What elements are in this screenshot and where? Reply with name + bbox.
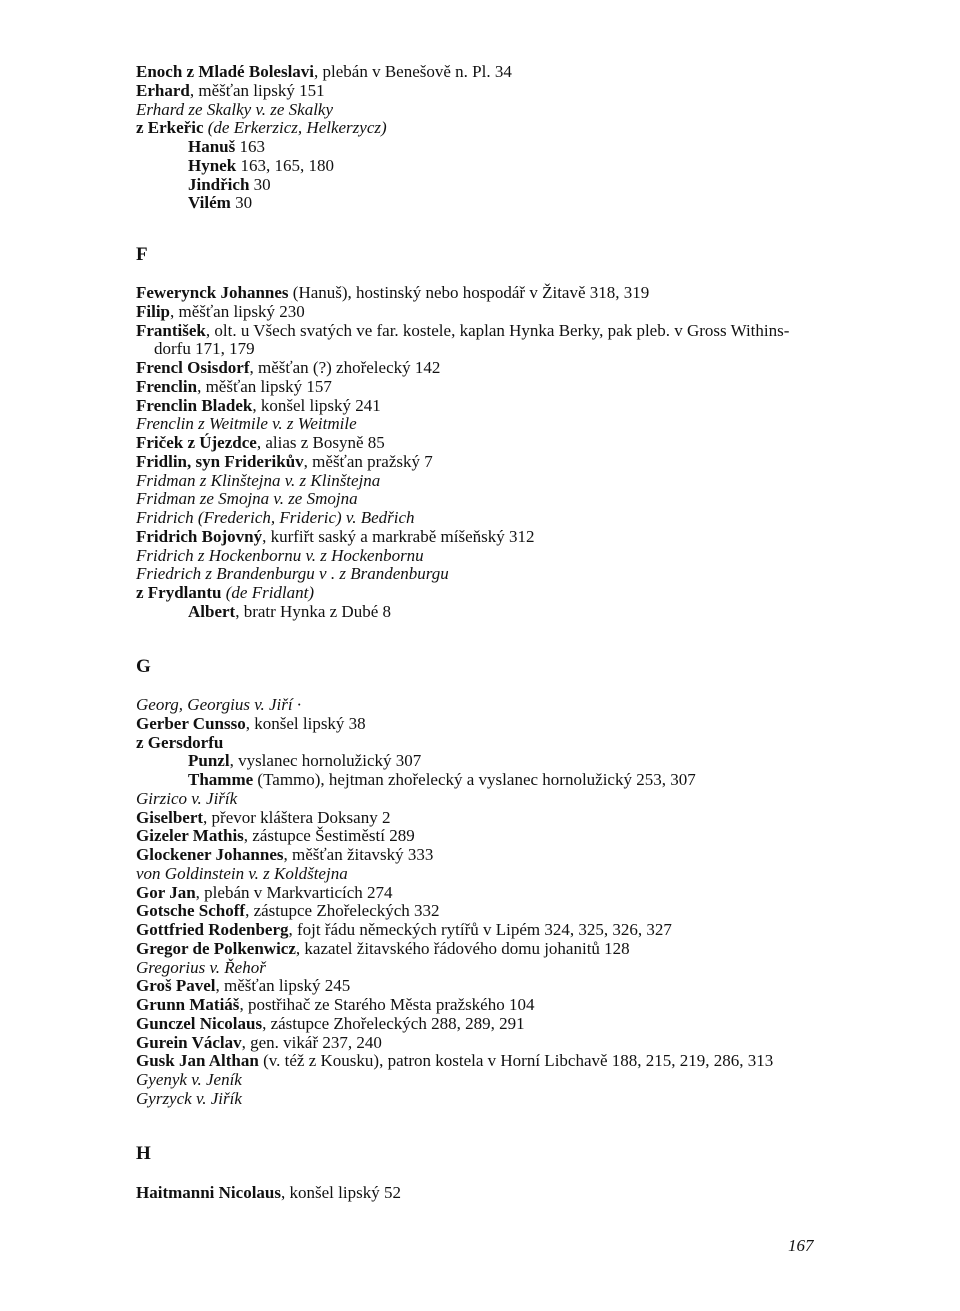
index-entry (154, 339, 255, 358)
index-entry (136, 564, 449, 583)
entry-headword: Fewerynck Johannes (136, 283, 289, 302)
entry-headword: Haitmanni Nicolaus (136, 1183, 281, 1202)
entry-headword: Enoch z Mladé Boleslavi (136, 62, 315, 81)
entry-description: 163, 165, 180 (236, 155, 334, 175)
index-entry (136, 995, 534, 1014)
entry-headword: František (136, 320, 206, 340)
entry-description: , gen. vikář 237, 240 (241, 1032, 382, 1052)
entry-headword: Friček z Újezdce (136, 433, 257, 452)
entry-description: 30 (230, 193, 253, 213)
entry-description: 30 (249, 174, 271, 194)
index-entry (136, 695, 301, 714)
entry-reference: Fridrich (Frederich, Frideric) v. Bedřich (136, 508, 415, 527)
entry-headword: z Gersdorfu (136, 732, 224, 752)
entry-description: , konšel lipský 52 (281, 1183, 401, 1202)
index-entry (188, 751, 421, 770)
index-entry (136, 377, 332, 396)
entry-reference: Gregorius v. Řehoř (136, 957, 266, 977)
index-entry (136, 1070, 242, 1089)
index-entry (136, 901, 440, 920)
entry-headword: Glockener Johannes (136, 845, 284, 864)
section-heading-h: H (136, 1143, 151, 1164)
entry-headword: Hanuš (188, 137, 236, 156)
entry-description: , zástupce Šestiměstí 289 (243, 826, 415, 846)
entry-headword: z Frydlantu (136, 583, 222, 602)
index-entry (136, 826, 415, 845)
index-entry (136, 920, 672, 939)
section-heading-g: G (136, 656, 151, 677)
index-entry (188, 137, 265, 156)
entry-reference: Fridman ze Smojna v. ze Smojna (136, 489, 358, 509)
section-heading-f: F (136, 244, 148, 265)
entry-headword: z Erkeřic (136, 118, 204, 138)
entry-headword: Thamme (188, 770, 254, 789)
entry-description: , fojt řádu německých rytířů v Lipém 324, 325, 326, 327 (288, 920, 672, 939)
index-entry (136, 733, 223, 752)
index-entry (136, 508, 415, 527)
index-entry (136, 471, 380, 490)
entry-description: , měšťan žitavský 333 (283, 845, 434, 864)
entry-description: , postřihač ze Starého Města pražského 104 (239, 995, 535, 1014)
index-entry (136, 864, 348, 883)
entry-headword: Hynek (188, 155, 237, 175)
index-entry (136, 1014, 525, 1033)
index-entry (136, 1033, 382, 1052)
index-entry (136, 1051, 773, 1070)
entry-headword: Gerber Cunsso (136, 713, 246, 733)
index-entry (136, 958, 266, 977)
entry-headword: Frenclin (136, 376, 198, 396)
entry-headword: Gizeler Mathis (136, 826, 244, 846)
index-entry (136, 808, 390, 827)
index-entry (188, 156, 334, 175)
entry-headword: Vilém (188, 193, 231, 213)
index-entry (136, 433, 385, 452)
index-entry (136, 396, 381, 415)
entry-headword: Fridlin, syn Friderikův (136, 451, 304, 471)
entry-reference: Georg, Georgius v. Jiří · (136, 695, 302, 714)
entry-reference: Girzico v. Jiřík (136, 788, 238, 808)
page-number: 167 (788, 1236, 814, 1255)
entry-description: , konšel lipský 241 (252, 395, 381, 415)
entry-headword: Groš Pavel (136, 976, 216, 996)
index-entry (136, 81, 325, 100)
index-entry (136, 100, 333, 119)
index-entry (188, 193, 252, 212)
entry-headword: Frenclin Bladek (136, 395, 253, 415)
index-entry (136, 789, 237, 808)
entry-headword: Punzl (188, 751, 230, 771)
index-entry (136, 283, 649, 302)
index-entry (188, 175, 271, 194)
entry-description: , plebán v Markvarticích 274 (195, 882, 393, 902)
entry-headword: Gusk Jan Althan (136, 1051, 259, 1071)
entry-description: , měšťan pražský 7 (303, 451, 433, 471)
entry-reference: Gyrzyck v. Jiřík (136, 1088, 242, 1108)
entry-description: , měšťan lipský 151 (189, 80, 325, 100)
index-entry (188, 602, 391, 621)
index-entry (136, 452, 433, 471)
entry-headword: Gurein Václav (136, 1032, 242, 1052)
entry-headword: Gottfried Rodenberg (136, 920, 289, 939)
entry-description: , olt. u Všech svatých ve far. kostele, kaplan Hynka Berky, pak pleb. v Gross Withins- (205, 320, 790, 340)
index-entry (136, 1183, 401, 1202)
entry-headword: Grunn Matiáš (136, 995, 240, 1014)
entry-headword: Frencl Osisdorf (136, 358, 250, 377)
entry-description: , vyslanec hornolužický 307 (229, 751, 422, 771)
index-entry (136, 1089, 242, 1108)
index-entry (136, 321, 789, 340)
entry-description: , měšťan lipský 245 (215, 976, 351, 996)
entry-headword: Albert (188, 601, 236, 621)
index-entry (136, 714, 366, 733)
index-entry (136, 976, 350, 995)
entry-reference: Erhard ze Skalky v. ze Skalky (136, 99, 334, 119)
entry-description: , zástupce Zhořeleckých 288, 289, 291 (262, 1013, 525, 1033)
index-entry (136, 883, 393, 902)
index-entry (136, 546, 424, 565)
entry-headword: Filip (136, 301, 171, 321)
entry-reference: Fridrich z Hockenbornu v. z Hockenbornu (136, 545, 424, 565)
entry-description: , alias z Bosyně 85 (256, 433, 385, 452)
index-entry (136, 527, 535, 546)
index-entry (136, 358, 440, 377)
index-entry (136, 118, 387, 137)
entry-description: , převor kláštera Doksany 2 (203, 807, 391, 827)
entry-reference: von Goldinstein v. z Koldštejna (136, 863, 348, 883)
entry-reference: (de Erkerzicz, Helkerzycz) (203, 118, 387, 138)
entry-description: , plebán v Benešově n. Pl. 34 (314, 62, 512, 81)
entry-description: , měšťan lipský 157 (197, 376, 332, 396)
entry-description: , kazatel žitavského řádového domu johanitů 128 (295, 938, 630, 958)
entry-headword: Gor Jan (136, 882, 196, 902)
entry-description: (Hanuš), hostinský nebo hospodář v Žitavě 318, 319 (288, 283, 650, 302)
entry-headword: Giselbert (136, 807, 204, 827)
index-entry (136, 62, 512, 81)
index-entry (188, 770, 696, 789)
entry-headword: Fridrich Bojovný (136, 526, 263, 546)
entry-description: , měšťan (?) zhořelecký 142 (249, 358, 441, 377)
entry-headword: Erhard (136, 80, 190, 100)
index-entry (136, 845, 433, 864)
entry-description: , kurfiřt saský a markrabě míšeňský 312 (262, 526, 535, 546)
entry-description: (Tammo), hejtman zhořelecký a vyslanec hornolužický 253, 307 (253, 770, 696, 789)
entry-description: , zástupce Zhořeleckých 332 (245, 901, 440, 921)
entry-reference: Friedrich z Brandenburgu v . z Brandenburgu (136, 564, 449, 584)
entry-reference: (de Fridlant) (221, 583, 315, 602)
entry-description: (v. též z Kousku), patron kostela v Horní Libchavě 188, 215, 219, 286, 313 (258, 1051, 774, 1071)
entry-headword: Jindřich (188, 174, 250, 194)
index-entry (136, 583, 314, 602)
index-entry (136, 489, 358, 508)
index-entry (136, 414, 357, 433)
index-entry (136, 939, 630, 958)
entry-headword: Gunczel Nicolaus (136, 1013, 263, 1033)
index-entry (136, 302, 305, 321)
entry-description: 163 (235, 137, 265, 156)
entry-reference: Gyenyk v. Jeník (136, 1070, 242, 1089)
entry-description: , bratr Hynka z Dubé 8 (235, 601, 391, 621)
entry-description: dorfu 171, 179 (154, 339, 255, 359)
entry-description: , konšel lipský 38 (245, 713, 366, 733)
entry-headword: Gregor de Polkenwicz (136, 938, 296, 958)
entry-reference: Fridman z Klinštejna v. z Klinštejna (136, 470, 381, 490)
entry-headword: Gotsche Schoff (136, 901, 246, 921)
entry-description: , měšťan lipský 230 (170, 301, 305, 321)
entry-reference: Frenclin z Weitmile v. z Weitmile (136, 414, 357, 434)
